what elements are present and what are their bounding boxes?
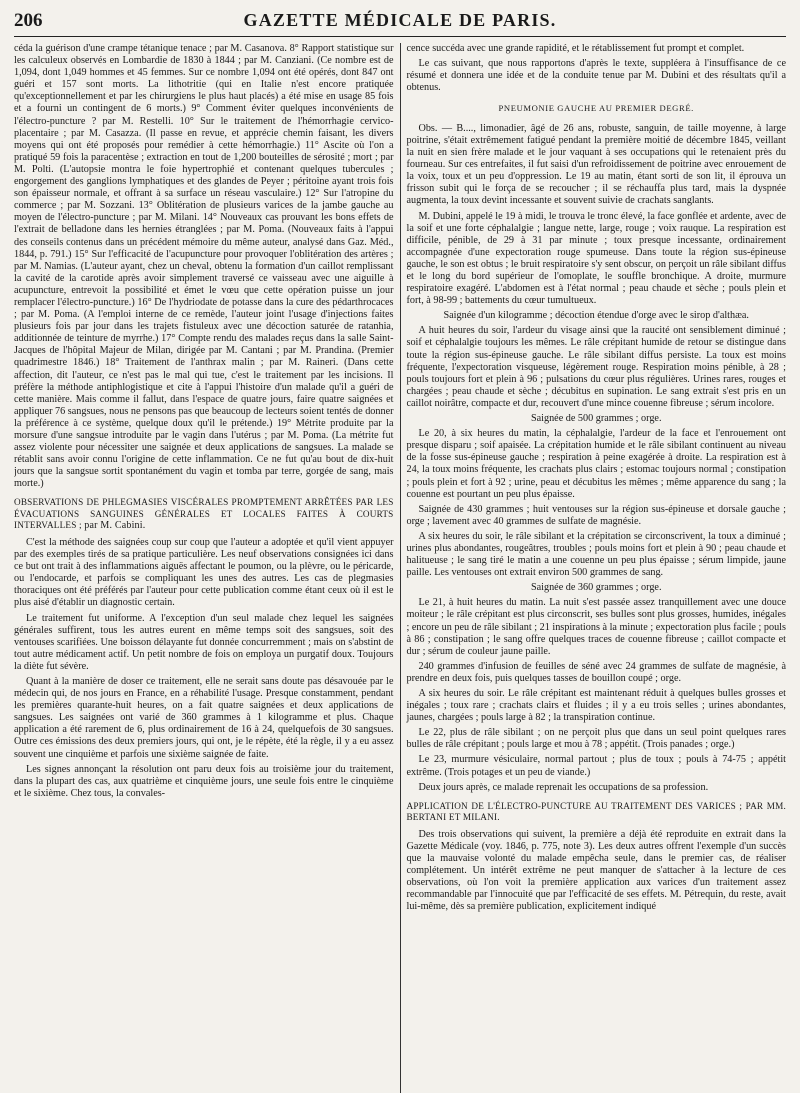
paragraph: Des trois observations qui suivent, la première a déjà été reproduite en extrait dans la Gazette Médicale (voy. 1846, p. 775, note 3). Les deux autres offrent l'exemple d'un succès que la mauvaise volonté du malade empêcha seule, dans le premier cas, de réaliser complétement. Un intérêt extrême ne peut manquer de s'attacher à la lecture de ces observations, où l'on voit la première application aux varices d'un traitement assez recommandable par l'innocuité que par l'efficacité de ses effets. M. Pétrequin, du reste, avait lui-même, dès sa première publication, explicitement indiqué <box>406 828 786 913</box>
two-column-body <box>14 43 786 1093</box>
case-paragraph: M. Dubini, appelé le 19 à midi, le trouva le tronc élevé, la face gonflée et ardente, avec de la soif et une forte céphalalgie ; langue nette, large, rouge ; voix rauque. La respiration est difficile, pénible, de 29 à 31 par minute ; toux presque incessante, ordinairement accompagnée d'une expectoration rouge spumeuse. Dans toute la région sus-épineuse gauche, le son est obtus ; le bruit respiratoire s'y sent obscur, on perçoit un râle sibilant diffus et le long du bord supérieur de l'omoplate, le souffle bronchique. A droite, murmure respiratoire exagéré. L'abdomen est à l'état normal ; peau chaude et sèche ; pouls plein et fort, à 98-99 ; battements du cœur tumultueux. <box>406 210 786 307</box>
section-heading-text: APPLICATION DE L'ÉLECTRO-PUNCTURE AU TRAITEMENT DES VARICES ; <box>406 800 743 811</box>
paragraph: Quant à la manière de doser ce traitement, elle ne serait sans doute pas désavouée par le médecin qui, de nos jours en France, en a réhabilité l'usage. Presque constamment, pendant les premières quarante-huit heures, on a fait quatre saignées et deux applications de sangsues. Les saignées ont varié de 360 grammes à 1 kilogramme et plus. Chaque application a été rarement de 6, plus ordinairement de 16 à 24, quelquefois de 30 sangsues. Outre ces émissions des deux premiers jours, qui ont, je le répète, été la règle, il y a eu assez souvent une cinquième et parfois une sixième saignée de faite. <box>14 676 394 760</box>
running-title: GAZETTE MÉDICALE DE PARIS. <box>243 10 557 30</box>
left-intro-paragraph: céda la guérison d'une crampe tétanique tenace ; par M. Casanova. 8° Rapport statistique sur les calculeux observés en Lombardie de 1830 à 1844 ; par M. Canziani. (Ce nombre est de 1,094, dont 1,049 hommes et 45 femmes. Sur ce nombre 1,094 ont été opérés, dont 847 ont guéri et 157 sont morts. La lithotritie (qui en Italie n'est encore pratiquée qu'exceptionnellement et par les chirurgiens le plus haut placés) a été mise en usage 85 fois et a fourni un contingent de 6 morts.) 9° Comment éviter quelques inconvénients de l'électro-puncture ? par M. Restelli. 10° Sur le traitement de l'hémorrhagie cervico-placentaire ; par M. Casazza. (Il passe en revue, et apprécie chemin faisant, les divers moyens qui ont été proposés pour remédier à cette hémorrhagie.) 11° Ascite où l'on a pratiqué 59 fois la paracentèse ; extraction en tout de 1,200 bouteilles de sérosité ; mort ; par M. Polti. (L'autopsie montra le foie hypertrophié et contenant quelques tubercules ; engorgement des ganglions lymphatiques et des glandes de Peyer ; péritoine ayant trois fois son épaisseur normale, et offrant à sa surface un réseau vasculaire.) 12° Sur l'atropine du commerce ; par M. Sozzani. 13° Oblitération de plusieurs varices de la jambe gauche au moyen de l'électro-puncture ; par M. Milani. 14° Nouveaux cas prouvant les bons effets de l'extrait de belladone dans les hernies étranglées ; par M. Poma. (Nouveaux faits à l'appui des conseils contenus dans un précédent mémoire du même auteur, analysé dans Gaz. Méd., 1844, p. 791.) 15° Sur l'efficacité de l'acupuncture pour provoquer l'oblitération des artères ; par M. Namias. (L'auteur ayant, chez un cheval, obtenu la formation d'un caillot remplissant la cavité de la carotide après avoir simplement traversé ce vaisseau avec une aiguille à acupuncture, entrevoit la possibilité et émet le vœu que cette opération puisse un jour remplacer l'électro-puncture.) 16° De l'hydriodate de potasse dans la cure des pédarthrocaces ; par M. Poma. (A l'emploi interne de ce remède, l'auteur joint l'usage d'injections faites plusieurs fois par jour dans les trajets fistuleux avec une décoction saturée de ratanhia, additionnée de teinture de myrrhe.) 17° Compte rendu des malades reçus dans la salle Saint-Jacques de l'hôpital Majeur de Milan, dirigée par M. Cantani ; par M. Prandina. (Premier quadrimestre 1846.) 18° Traitement de l'anthrax malin ; par M. Raineri. (Dans cette affection, dit l'auteur, ce n'est pas le mal qui tue, c'est le traitement par les incisions. Il préfère la méthode antiphlogistique et cite à l'appui l'histoire d'un malade qu'il a guéri de cette manière. Mais comme il fallut, dans l'espace de quatre jours, faire quatre saignées et appliquer 76 sangsues, nous ne pensons pas que beaucoup de lecteurs soient tentés de donner la préférence à ce système, quelque doux qu'il le prétende.) 19° Métrite produite par la morsure d'une sangsue introduite par le vagin dans l'utérus ; par M. Poma. (La métrite fut assez violente pour nécessiter une saignée et deux applications de sangsues. La malade se rétablit sans avoir connu l'origine de cette inflammation. Ce ne fut qu'au bout de dix-huit jours que la sangsue sortit spontanément du vagin et tomba par terre, gorgée de sang, mais morte.) <box>14 43 394 490</box>
case-paragraph: Le 23, murmure vésiculaire, normal partout ; plus de toux ; pouls à 74-75 ; appétit extrême. (Trois potages et un peu de viande.) <box>406 754 786 778</box>
section-heading-text: OBSERVATIONS DE PHLEGMASIES VISCÉRALES PROMPTEMENT ARRÊTÉES PAR LES ÉVACUATIONS SANGUINES GÉNÉRALES ET LOCALES FAITES À COURTS INTERVALLES ; <box>14 497 394 531</box>
case-paragraph: Deux jours après, ce malade reprenait les occupations de sa profession. <box>418 781 709 793</box>
section-heading-phlegmasies <box>14 497 394 532</box>
case-paragraph: A six heures du soir. Le râle crépitant est maintenant réduit à quelques bulles grosses et inégales ; toux rare ; crachats clairs et fluides ; il y a eu trois selles ; urines abondantes, jaunes, chargées ; pouls large à 82 ; la transpiration continue. <box>406 688 786 724</box>
paragraph: Le cas suivant, que nous rapportons d'après le texte, suppléera à l'insuffisance de ce résumé et donnera une idée et de la conduite tenue par M. Dubini et des résultats qu'il a obtenus. <box>406 58 786 94</box>
case-paragraph: A six heures du soir, le râle sibilant et la crépitation se circonscrivent, la toux a diminué ; urines plus abondantes, rougeâtres, troubles ; pouls moins fort et plein à 90 ; peau chaude et halitueuse ; le sang tiré le matin a une couenne un peu plus épaisse ; sérum limpide, jaune paille. Les ventouses ont extrait environ 500 grammes de sang. <box>406 530 786 579</box>
case-prescription: Saignée d'un kilogramme ; décoction étendue d'orge avec le sirop d'althæa. <box>443 310 749 322</box>
left-column <box>14 43 400 1093</box>
section-heading-author: par M. Cabini. <box>84 520 146 532</box>
case-prescription: Saignée de 500 grammes ; orge. <box>530 413 662 425</box>
case-prescription: Saignée de 360 grammes ; orge. <box>530 582 662 594</box>
case-paragraph: Obs. — B...., limonadier, âgé de 26 ans, robuste, sanguin, de taille moyenne, à large poitrine, s'était extrêmement fatigué pendant la première moitié de décembre 1845, veillant la nuit en sien frère malade et le jour vaquant à ses occupations qui le retenaient près du fourneau. Sur ces entrefaites, il fut saisi d'un refroidissement de poitrine avec enrouement de la voix, toux et un peu d'oppression. Le 19 au matin, étant sorti de son lit, il éprouva un frisson subit qui le força de se recoucher ; il se réchauffa plus tard, mais la dyspnée augmenta, la toux devint incessante et souvent suivie de crachats sanglants. <box>406 122 786 207</box>
case-prescription: Saignée de 430 grammes ; huit ventouses sur la région sus-épineuse et dorsale gauche ; orge ; lavement avec 40 grammes de sulfate de magnésie. <box>406 503 786 527</box>
section-heading-author: PAR MM. BERTANI ET MILANI. <box>406 800 786 823</box>
right-column <box>400 43 786 1093</box>
case-prescription: 240 grammes d'infusion de feuilles de séné avec 24 grammes de sulfate de magnésie, à prendre en deux fois, puis quelques tasses de bouillon coupé ; orge. <box>406 660 786 684</box>
paragraph: C'est la méthode des saignées coup sur coup que l'auteur a adoptée et qu'il vient appuyer par des exemples tirés de sa pratique particulière. Les neuf observations consignées ici dans ce but ont trait à des inflammations aiguës affectant le poumon, ou la plèvre, ou le péricarde, ou l'endocarde, et parfois se compliquant les unes des autres. Les cas de plegmasies thoraciques ont été préférés par l'auteur pour cette publication comme étant ceux où il est le plus aisé d'établir un diagnostic certain. <box>14 536 394 609</box>
paragraph: Les signes annonçant la résolution ont paru deux fois au troisième jour du traitement, dans la plupart des cas, aux quatrième et cinquième jours, une seule fois entre le cinquième et le sixième. Chez tous, la convales- <box>14 763 394 799</box>
case-paragraph: Le 22, plus de râle sibilant ; on ne perçoit plus que dans un seul point quelques rares bulles de râle crépitant ; pouls large et mou à 78 ; appétit. (Trois panades ; orge.) <box>406 727 786 751</box>
page-number: 206 <box>14 10 43 31</box>
case-paragraph: A huit heures du soir, l'ardeur du visage ainsi que la raucité ont sensiblement diminué ; soif et céphalalgie toujours les mêmes. Le râle crépitant humide de retour se distingue dans toute la région sus-épineuse gauche. Le râle sibilant diffus persiste. La toux est moins fréquente, l'expectoration visqueuse, légèrement rouge. Respiration moins pénible, à 28 ; pouls toujours fort et plein à 96 ; pulsations du cœur plus régulières. Urines rares, rouges et chargées ; peau chaude et sèche ; décubitus en supination. Le sang extrait s'est pris en un caillot noirâtre, compacte et dur, recouvert d'une mince couenne fibreuse ; sérum incolore. <box>406 325 786 409</box>
paragraph: Le traitement fut uniforme. A l'exception d'un seul malade chez lequel les saignées générales suffirent, tous les autres eurent en même temps soit des sangsues, soit des ventouses scarifiées. Une boisson délayante fut donnée concurremment ; mais on s'abstint de tout autre médicament actif. Un petit nombre de fois on employa un purgatif doux. Toujours la diète fut sévère. <box>14 612 394 672</box>
page-header <box>14 10 786 37</box>
section-heading-electropuncture <box>406 801 786 824</box>
case-heading: PNEUMONIE GAUCHE AU PREMIER DEGRÉ. <box>498 103 694 114</box>
case-paragraph: Le 21, à huit heures du matin. La nuit s'est passée assez tranquillement avec une douce moiteur ; le râle crépitant est plus circonscrit, ses bulles sont plus grosses, humides, inégales ; encore un peu de râle sibilant ; 21 inspirations à la minute ; expectoration plus facile ; pouls à 86 ; constipation ; le sang offre quelques traces de couenne fibreuse ; caillot compacte et dur ; sérum de couleur jaune paille. <box>406 597 786 657</box>
case-paragraph: Le 20, à six heures du matin, la céphalalgie, l'ardeur de la face et l'enrouement ont presque disparu ; soif apaisée. La crépitation humide et le râle sibilant continuent au niveau de la fosse sus-épineuse gauche ; respiration à peine exagérée à droite. La respiration est à 24, la toux moins fréquente, les crachats plus clairs ; estomac toujours normal ; constipation ; pouls plein et fort à 92 ; urine, peau et décubitus les mêmes ; même apparence du sang ; la couenne est pourtant un peu plus épaisse. <box>406 428 786 500</box>
right-continuation: cence succéda avec une grande rapidité, et le rétablissement fut prompt et complet. <box>406 43 745 54</box>
